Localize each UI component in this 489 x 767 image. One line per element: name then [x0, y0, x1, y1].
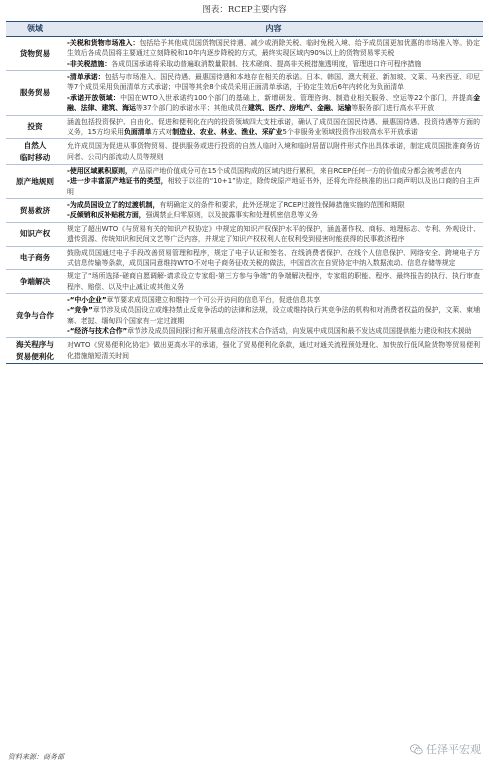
content-text: 章节涉及成员国间探讨和开展重点经济技术合作活动，向发展中成员国和最不发达成员国提供能力建设和技术援助 [127, 327, 472, 336]
content-emphasis: -关税和货物市场准入： [67, 39, 140, 47]
content-text: 规定了“场所选择-磋商自愿调解-请求设立专家组-第三方参与争端”的争端解决程序，专家组的职能、程序、最终报告的执行、执行审查程序、赔偿、以及中止减让或其他义务 [67, 272, 480, 291]
source-note: 资料来源：商务部 [8, 753, 64, 761]
table-row [6, 246, 483, 270]
content-emphasis: -使用区域累积原则， [67, 167, 132, 176]
content-text: 鼓励成员国通过电子手段改善贸易管理和程序，规定了电子认证和签名、在线消费者保护、在线个人信息保护、网络安全、跨境电子方式信息传输等条款，成员国同意维持WTO不对电子商务征收关税的做法，中国首次在自贸协定中纳入数据流动、信息存储等规定 [67, 248, 480, 267]
content-cell [64, 338, 483, 364]
table-header-row [6, 22, 483, 37]
content-text: 涵盖包括投资保护、自由化、促进和便利化在内的投资领域四大支柱承诺，确认了成员国在国民待遇、最惠国待遇、投资待遇等方面的义务，15方均采用 [67, 117, 480, 136]
content-text: 包括给予其他成员国货物国民待遇、减少或消除关税、临时免税入境、给予成员国更加优惠的市场准入等。协定生效后各成员国将主要通过立刻降税和10年内逐步降税的方式，最终实现区域内90%以上的货物贸易零关税 [67, 39, 480, 58]
content-cell [64, 246, 483, 270]
content-paragraph [67, 271, 480, 292]
content-emphasis: 金融、法律、建筑、海运 [67, 93, 480, 113]
content-cell [64, 37, 483, 71]
content-emphasis: -反倾销和反补贴税方面， [67, 211, 146, 220]
domain-cell [6, 222, 64, 246]
content-text: 中国在WTO入世承诺约100个部门的基础上，新增研发、管理咨询、制造业相关服务、空运等22个部门，并提高 [120, 93, 474, 102]
domain-cell [6, 139, 64, 165]
content-text: 5个非服务业领域投资作出较高水平开放承诺 [282, 127, 418, 136]
domain-cell [6, 71, 64, 115]
table-row [6, 199, 483, 223]
content-paragraph [67, 59, 480, 69]
content-paragraph [67, 72, 480, 93]
content-paragraph [67, 176, 480, 197]
content-text: 相较于以往的“10+1”协定，除传统原产地证书外，还将允许经核准的出口商声明以及出口商的自主声明 [67, 177, 481, 196]
watermark-text: 任泽平宏观 [426, 743, 481, 756]
content-paragraph [67, 305, 480, 326]
domain-label: 临时移动 [19, 152, 51, 162]
content-paragraph [67, 295, 480, 305]
content-text: 方式对 [151, 127, 173, 136]
domain-label: 海关程序与 [16, 340, 54, 350]
content-emphasis: 制造业、农业、林业、渔业、采矿业 [172, 127, 283, 136]
content-emphasis: -“经济与技术合作” [67, 327, 128, 336]
domain-cell [6, 338, 64, 364]
content-emphasis: -“中小企业” [67, 295, 107, 304]
header-content: 内容 [64, 22, 483, 37]
table-body [6, 37, 483, 364]
content-text: 产品原产地价值成分可在15个成员国构成的区域内进行累积，来自RCEP任何一方的价值成分都会被考虑在内 [131, 167, 462, 176]
rcep-content-table [6, 21, 483, 364]
table-row [6, 293, 483, 337]
domain-label: 自然人 [23, 141, 47, 151]
content-cell [64, 199, 483, 223]
domain-cell [6, 293, 64, 337]
content-emphasis: -清单承诺： [67, 73, 105, 82]
content-emphasis: -承诺开放领域： [67, 93, 121, 102]
content-emphasis: -非关税措施： [67, 59, 112, 68]
content-paragraph [67, 117, 480, 138]
domain-label: 原产地规则 [16, 176, 54, 186]
table-row [6, 165, 483, 199]
content-paragraph [67, 200, 480, 210]
table-row [6, 338, 483, 364]
content-paragraph [67, 326, 480, 336]
domain-cell [6, 270, 64, 294]
content-text: 强调禁止归零原则，以及披露事实和处理机密信息等义务 [145, 211, 318, 220]
content-paragraph [67, 38, 480, 59]
domain-label: 货物贸易 [19, 48, 51, 58]
domain-cell [6, 246, 64, 270]
domain-cell [6, 37, 64, 71]
content-emphasis: 负面清单 [124, 127, 152, 136]
content-text: 规定了超出WTO《与贸易有关的知识产权协定》中规定的知识产权保护水平的保护，涵盖著作权、商标、地理标志、专利、外观设计、遗传资源、传统知识和民间文艺等广泛内容，并规定了知识产权权利人在权利受到侵害时能获得的民事救济程序 [67, 224, 480, 244]
content-paragraph [67, 166, 480, 176]
content-paragraph [67, 340, 480, 361]
content-emphasis: -为成员国设立了的过渡机制， [67, 201, 160, 210]
table-row [6, 270, 483, 294]
domain-label: 贸易救济 [19, 205, 51, 215]
table-title: 图表：RCEP主要内容 [202, 5, 287, 15]
domain-cell [6, 165, 64, 199]
content-emphasis: -“竞争” [67, 306, 93, 315]
content-text: 等服务部门进行高水平开放 [351, 104, 435, 113]
content-emphasis: 建筑、医疗、房地产、金融、运输 [248, 104, 352, 113]
content-cell [64, 270, 483, 294]
content-text: 包括与市场准入、国民待遇、最惠国待遇和本地存在相关的承诺。日本、韩国、澳大利亚、新加坡、文莱、马来西亚、印尼等7个成员采用负面清单方式承诺；中国等其余8个成员采用正面清单承诺，于协定生效后6年内转化为负面清单 [67, 73, 480, 92]
domain-cell [6, 199, 64, 223]
watermark [410, 741, 481, 757]
table-row [6, 71, 483, 115]
content-emphasis: -进一步丰富原产地证书的类型， [67, 177, 168, 186]
content-paragraph [67, 224, 480, 245]
table-row [6, 37, 483, 71]
table-row [6, 222, 483, 246]
content-text: 允许成员国为促进从事货物贸易、提供服务或进行投资的自然人临时入境和临时居留以附件形式作出具体承诺，制定成员国批准商务访问者、公司内部流动人员等规则 [67, 142, 480, 161]
domain-label: 竞争与合作 [16, 310, 54, 320]
domain-label: 贸易便利化 [16, 351, 54, 361]
content-text: 有明确定义的条件和要求，此外还规定了RCEP过渡性保障措施实施的范围和期限 [159, 201, 405, 210]
domain-cell [6, 115, 64, 139]
header-domain: 领域 [6, 22, 64, 37]
table-row [6, 115, 483, 139]
content-paragraph [67, 248, 480, 269]
domain-label: 电子商务 [19, 253, 51, 263]
content-text: 各成员国承诺将采取动普遍取消数量限制、技术磋商、提高非关税措施透明度，管理进口许可程序措施 [111, 59, 422, 68]
content-paragraph [67, 141, 480, 162]
content-text: 章节要求成员国建立和维持一个可公开访问的信息平台，促进信息共享 [106, 295, 321, 304]
content-text: 章节涉及成员国设立或维持禁止反竞争活动的法律和法规，设立或维持执行其竞争法的机构和对消费者权益的保护，文莱、柬埔寨、老挝、缅甸四个国家有一定过渡期 [67, 306, 481, 325]
content-text: 等37个部门的承诺水平；其他成员在 [135, 104, 249, 113]
content-cell [64, 165, 483, 199]
content-cell [64, 115, 483, 139]
content-cell [64, 71, 483, 115]
content-text: 对WTO《贸易便利化协定》做出更高水平的承诺，强化了贸易便利化条款，通过对通关流程预处理化、加快放行低风险货物等贸易便利化措施缩短清关时间 [67, 341, 480, 360]
content-cell [64, 293, 483, 337]
domain-label: 投资 [27, 122, 43, 132]
domain-label: 服务贸易 [19, 88, 51, 98]
content-cell [64, 139, 483, 165]
domain-label: 知识产权 [19, 229, 51, 239]
domain-label: 争端解决 [19, 276, 51, 286]
wechat-icon [410, 744, 423, 755]
content-paragraph [67, 93, 480, 114]
table-row [6, 139, 483, 165]
content-paragraph [67, 210, 480, 220]
content-cell [64, 222, 483, 246]
